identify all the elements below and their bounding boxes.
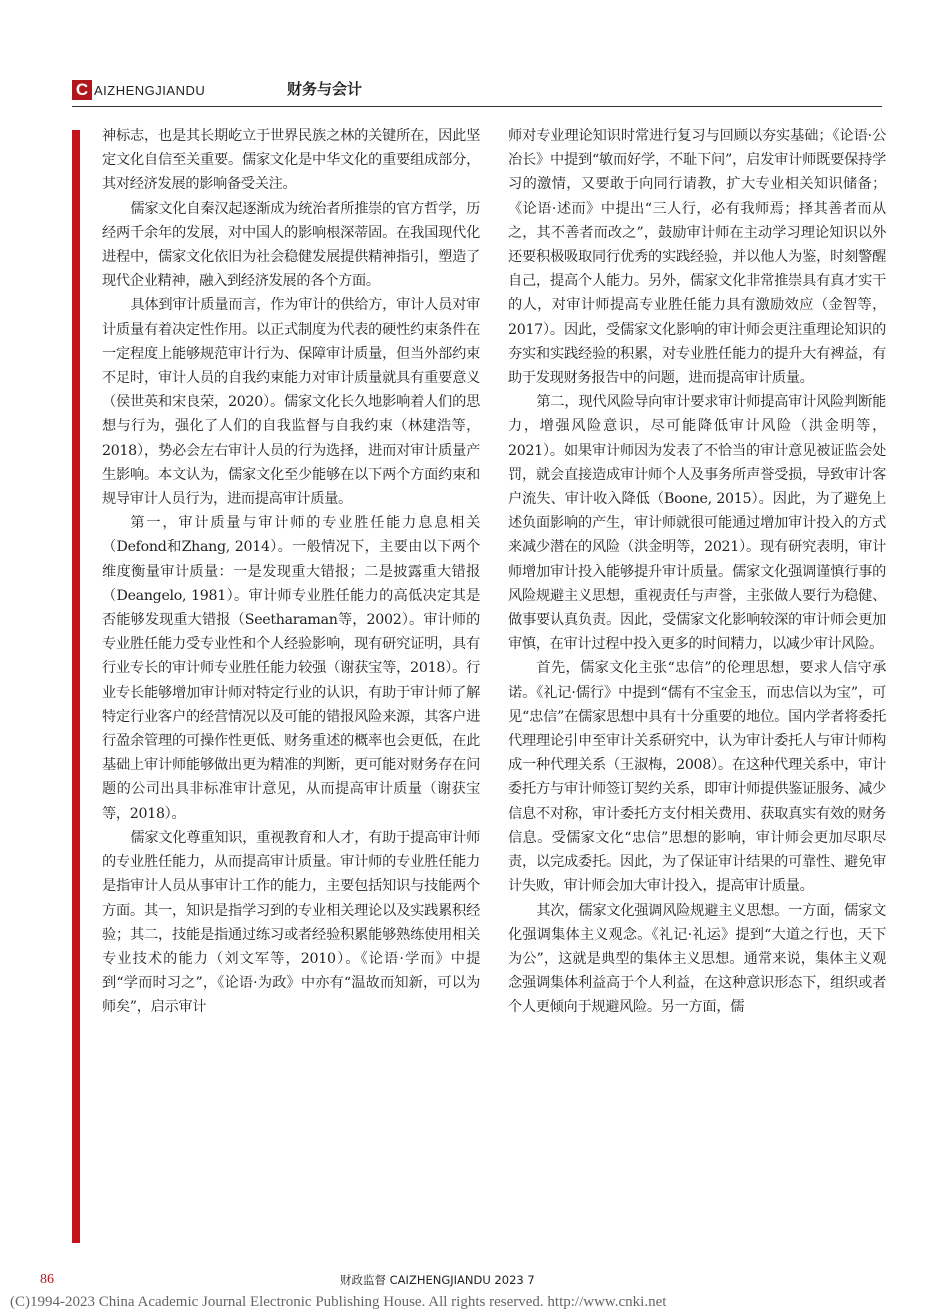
left-accent-bar <box>72 130 80 1243</box>
page-footer <box>0 1258 950 1288</box>
left-column <box>102 124 480 1250</box>
page-number: 86 <box>40 1272 54 1287</box>
journal-logo-mark: C <box>72 80 92 100</box>
right-column <box>508 124 886 1250</box>
journal-issue: 财政监督 CAIZHENGJIANDU 2023 7 <box>340 1273 535 1287</box>
page-header <box>72 72 882 107</box>
paragraph: 神标志，也是其长期屹立于世界民族之林的关键所在，因此坚定文化自信至关重要。儒家文化是中华文化的重要组成部分，其对经济发展的影响备受关注。 <box>102 128 480 193</box>
paragraph: 儒家文化尊重知识，重视教育和人才，有助于提高审计师的专业胜任能力，从而提高审计质量。审计师的专业胜任能力是指审计人员从事审计工作的能力，主要包括知识与技能两个方面。其一，知识是指学习到的专业相关理论以及实践累积经验；其二，技能是指通过练习或者经验积累能够熟练使用相关专业技术的能力（刘文军等，2010）。《论语·学而》中提到“学而时习之”，《论语·为政》中亦有“温故而知新，可以为师矣”，启示审计 <box>102 829 480 1016</box>
paragraph: 第一，审计质量与审计师的专业胜任能力息息相关（Defond和Zhang, 2014）。一般情况下，主要由以下两个维度衡量审计质量：一是发现重大错报；二是披露重大错报（Deangelo, 1981）。审计师专业胜任能力的高低决定其是否能够发现重大错报（Seetharaman等，2002）。审计师的专业胜任能力受专业性和个人经验影响，现有研究证明，具有行业专长的审计师专业胜任能力较强（谢获宝等，2018）。行业专长能够增加审计师对特定行业的认识，有助于审计师了解特定行业客户的经营情况以及可能的错报风险来源，其客户进行盈余管理的可操作性更低、财务重述的概率也会更低，在此基础上审计师能够做出更为精准的判断，更可能对财务存在问题的公司出具非标准审计意见，从而提高审计质量（谢获宝等，2018）。 <box>102 515 480 822</box>
copyright-line: (C)1994-2023 China Academic Journal Electronic Publishing House. All rights reserved. http://www.cnki.net <box>10 1294 667 1310</box>
journal-logo-text: AIZHENGJIANDU <box>94 83 206 98</box>
paragraph: 师对专业理论知识时常进行复习与回顾以夯实基础；《论语·公冶长》中提到“敏而好学，不耻下问”，启发审计师既要保持学习的激情，又要敢于向同行请教，扩大专业相关知识储备；《论语·述而》中提出“三人行，必有我师焉；择其善者而从之，其不善者而改之”，鼓励审计师在主动学习理论知识以外还要积极吸取同行优秀的实践经验，并以他人为鉴，时刻警醒自己，提高个人能力。另外，儒家文化非常推崇具有真才实干的人，对审计师提高专业胜任能力具有激励效应（金智等，2017）。因此，受儒家文化影响的审计师会更注重理论知识的夯实和实践经验的积累，对专业胜任能力的提升大有裨益，有助于发现财务报告中的问题，进而提高审计质量。 <box>508 128 886 387</box>
paragraph: 首先，儒家文化主张“忠信”的伦理思想，要求人信守承诺。《礼记·儒行》中提到“儒有不宝金玉，而忠信以为宝”，可见“忠信”在儒家思想中具有十分重要的地位。国内学者将委托代理理论引申至审计关系研究中，认为审计委托人与审计师构成一种代理关系（王淑梅，2008）。在这种代理关系中，审计委托方与审计师签订契约关系，即审计师提供鉴证服务、减少信息不对称，审计委托方支付相关费用、获取真实有效的财务信息。受儒家文化“忠信”思想的影响，审计师会更加尽职尽责，以完成委托。因此，为了保证审计结果的可靠性、避免审计失败，审计师会加大审计投入，提高审计质量。 <box>508 660 886 895</box>
paragraph: 具体到审计质量而言，作为审计的供给方，审计人员对审计质量有着决定性作用。以正式制度为代表的硬性约束条件在一定程度上能够规范审计行为、保障审计质量，但当外部约束不足时，审计人员的自我约束能力对审计质量就具有重要意义（侯世英和宋良荣，2020）。儒家文化长久地影响着人们的思想与行为，强化了人们的自我监督与自我约束（林建浩等，2018），势必会左右审计人员的行为选择，进而对审计质量产生影响。本文认为，儒家文化至少能够在以下两个方面约束和规导审计人员行为，进而提高审计质量。 <box>102 297 480 508</box>
paragraph: 儒家文化自秦汉起逐渐成为统治者所推崇的官方哲学，历经两千余年的发展，对中国人的影响根深蒂固。在我国现代化进程中，儒家文化依旧为社会稳健发展提供精神指引，塑造了现代企业精神，融入到经济发展的各个方面。 <box>102 200 480 290</box>
section-title: 财务与会计 <box>287 80 363 98</box>
paragraph: 第二，现代风险导向审计要求审计师提高审计风险判断能力，增强风险意识，尽可能降低审计风险（洪金明等，2021）。如果审计师因为发表了不恰当的审计意见被证监会处罚，就会直接造成审计师个人及事务所声誉受损，导致审计客户流失、审计收入降低（Boone, 2015）。因此，为了避免上述负面影响的产生，审计师就很可能通过增加审计投入的方式来减少潜在的风险（洪金明等，2021）。现有研究表明，审计师增加审计投入能够提升审计质量。儒家文化强调谨慎行事的风险规避主义思想，重视责任与声誉，主张做人要行为稳健、做事要认真负责。因此，受儒家文化影响较深的审计师会更加审慎，在审计过程中投入更多的时间精力，以减少审计风险。 <box>508 394 886 653</box>
paragraph: 其次，儒家文化强调风险规避主义思想。一方面，儒家文化强调集体主义观念。《礼记·礼运》提到“大道之行也，天下为公”，这就是典型的集体主义思想。通常来说，集体主义观念强调集体利益高于个人利益，在这种意识形态下，组织或者个人更倾向于规避风险。另一方面，儒 <box>508 902 886 1016</box>
